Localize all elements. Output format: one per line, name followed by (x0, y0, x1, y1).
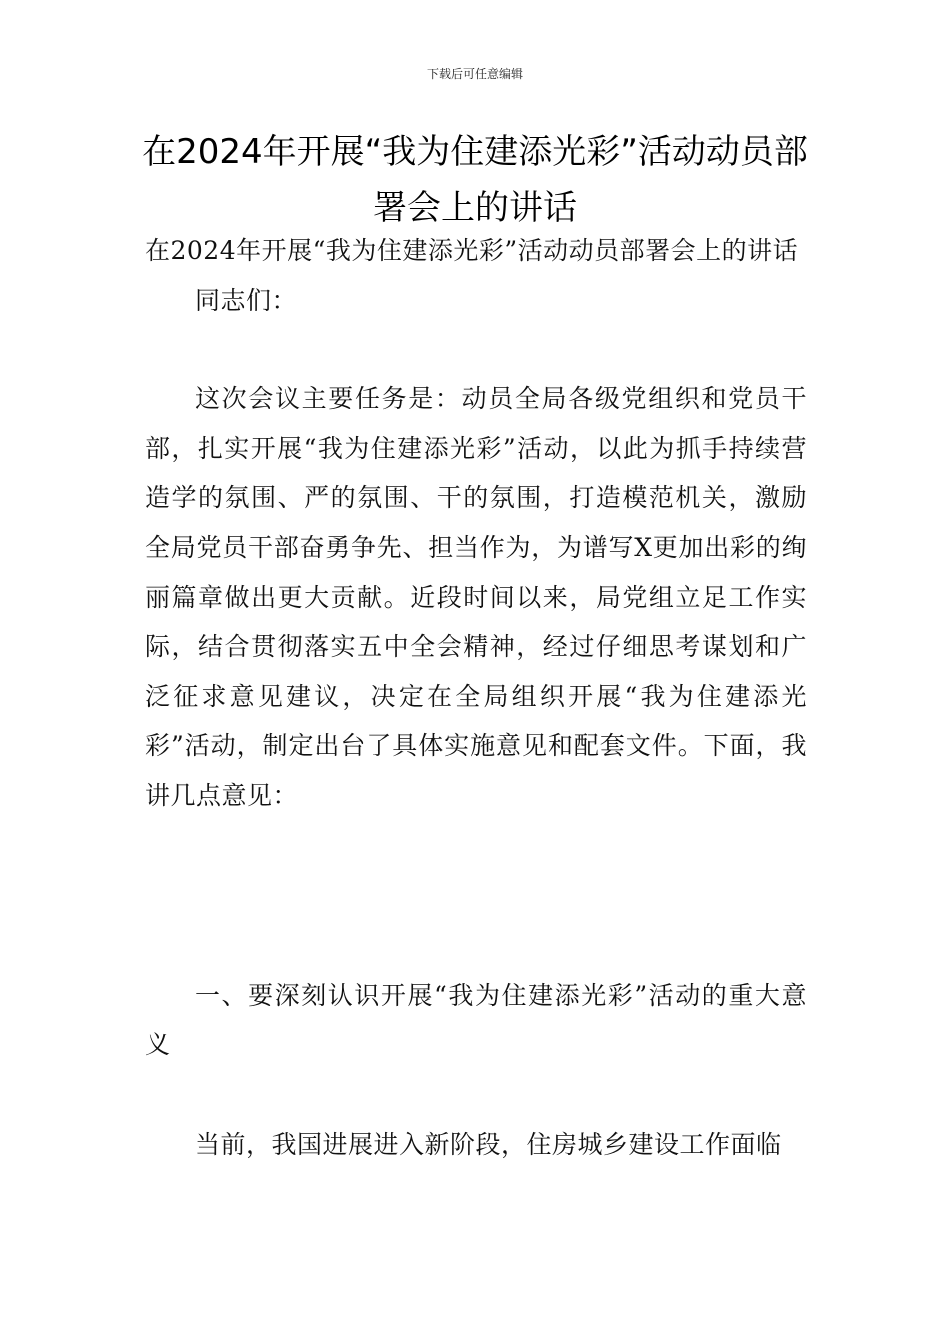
title-repeat-line: 在2024年开展“我为住建添光彩”活动动员部署会上的讲话 (145, 236, 799, 265)
blank-line (145, 325, 807, 374)
blank-lines (145, 821, 807, 971)
header-note: 下载后可任意编辑 (426, 67, 523, 81)
paragraph-section-1: 当前，我国进展进入新阶段，住房城乡建设工作面临 (195, 1129, 782, 1159)
document-title: 在2024年开展“我为住建添光彩”活动动员部署会上的讲话 (142, 132, 808, 228)
section-heading-1: 一、要深刻认识开展“我为住建添光彩”活动的重大意义 (145, 980, 807, 1060)
paragraph-intro: 这次会议主要任务是：动员全局各级党组织和党员干部，扎实开展“我为住建添光彩”活动，以此为抓手持续营造学的氛围、严的氛围、干的氛围，打造模范机关，激励全局党员干部奋勇争先、担当作为，为谱写X更加出彩的绚丽篇章做出更大贡献。近段时间以来，局党组立足工作实际，结合贯彻落实五中全会精神，经过仔细思考谋划和广泛征求意见建议，决定在全局组织开展“我为住建添光彩”活动，制定出台了具体实施意见和配套文件。下面，我讲几点意见： (145, 384, 807, 810)
document-body (145, 226, 807, 1169)
greeting: 同志们： (195, 285, 298, 315)
blank-line (145, 1070, 807, 1120)
